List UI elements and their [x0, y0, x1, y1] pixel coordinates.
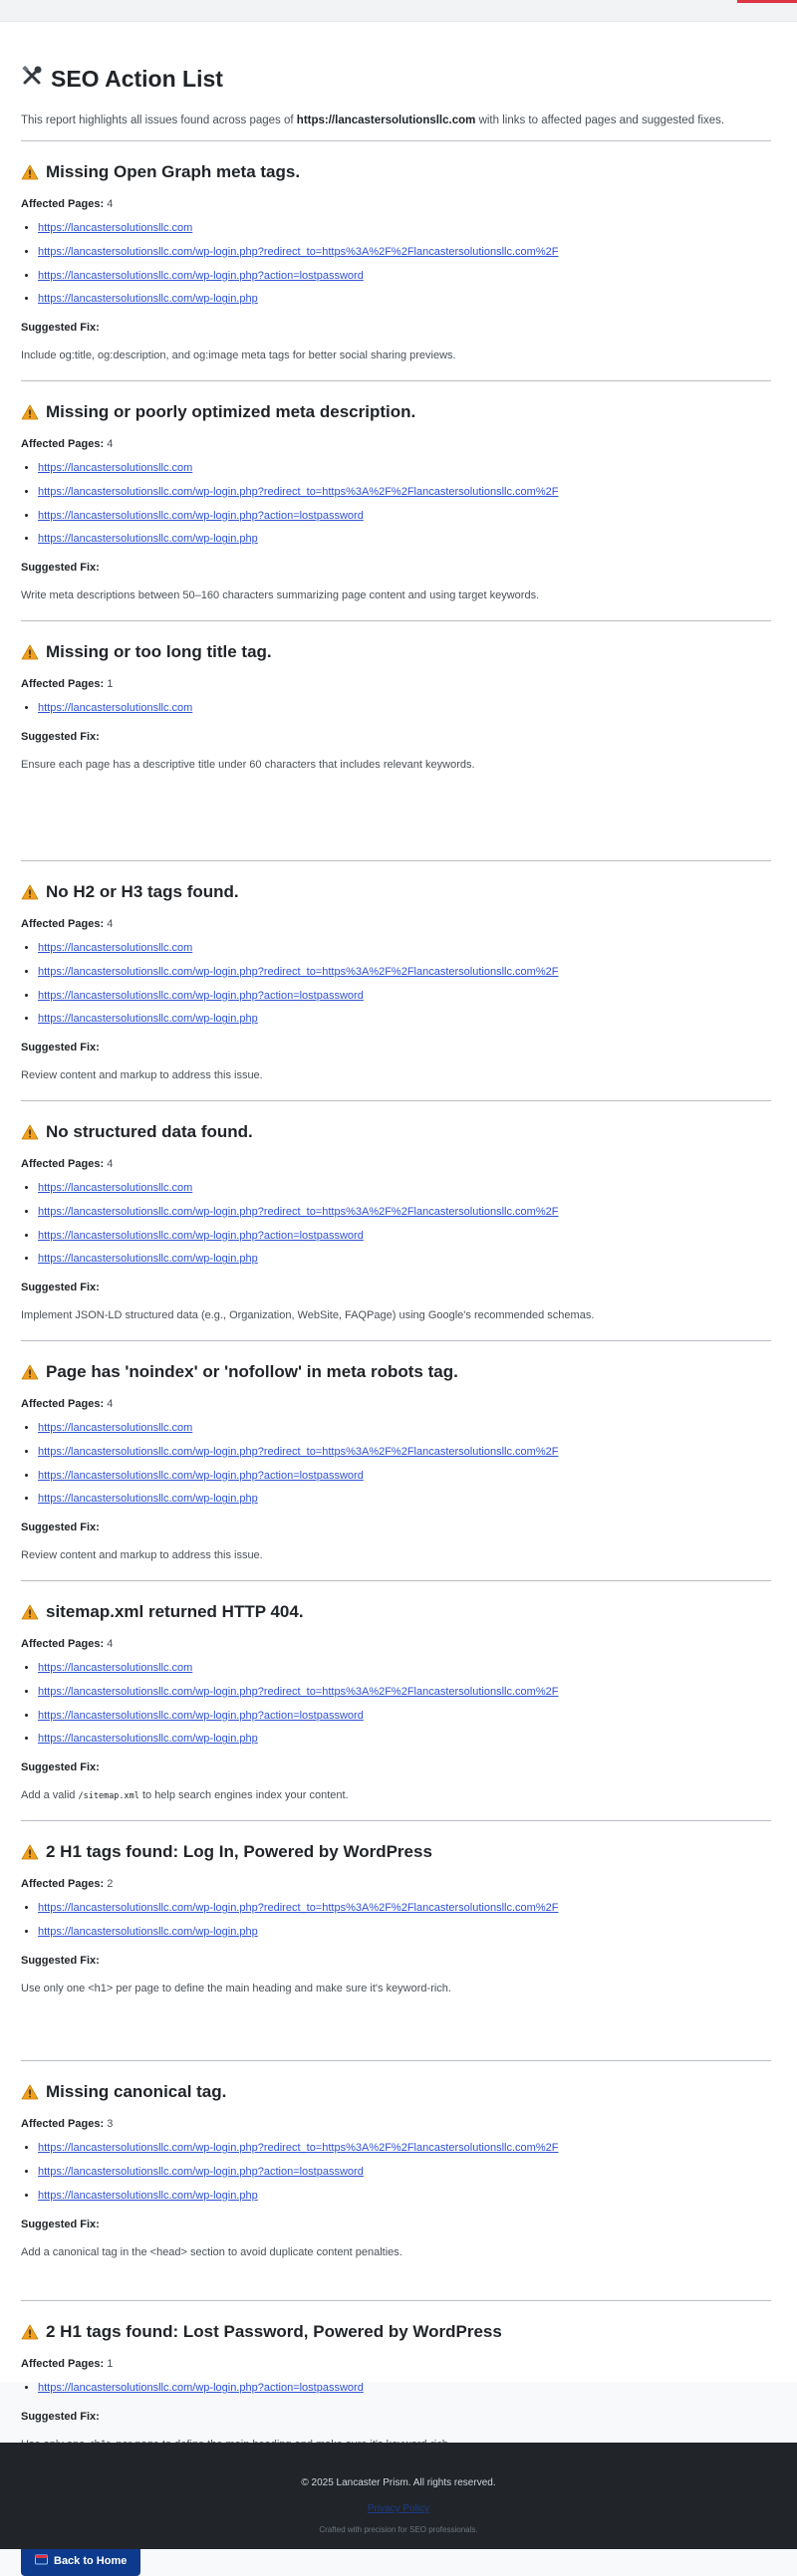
list-item: [38, 1445, 771, 1459]
list-item: [38, 532, 771, 546]
issue-section: [21, 620, 771, 860]
affected-page-link[interactable]: https://lancastersolutionsllc.com/wp-login.php?action=lostpassword: [38, 509, 364, 522]
warning-icon: [21, 1124, 39, 1140]
issue-title-text: Missing Open Graph meta tags.: [46, 162, 301, 181]
list-item: [38, 965, 771, 979]
affected-page-link[interactable]: https://lancastersolutionsllc.com: [38, 1422, 193, 1434]
affected-page-link[interactable]: https://lancastersolutionsllc.com/wp-login.php: [38, 533, 258, 546]
list-item: [38, 1205, 771, 1219]
suggested-fix-label: Suggested Fix:: [21, 1761, 100, 1774]
affected-page-link[interactable]: https://lancastersolutionsllc.com/wp-login.php?redirect_to=https%3A%2F%2Flancastersolutionsllc.com%2F: [38, 1685, 559, 1698]
issue-section: [21, 860, 771, 1100]
suggested-fix-text: [21, 1548, 771, 1562]
issue-title: [21, 881, 771, 903]
suggested-fix-label: Suggested Fix:: [21, 2218, 100, 2230]
list-item: [38, 1709, 771, 1723]
footer-privacy-link[interactable]: Privacy Policy: [367, 2503, 430, 2514]
suggested-fix-label: Suggested Fix:: [21, 322, 100, 335]
navbar-accent: [737, 0, 797, 3]
issue-title: [21, 1121, 771, 1143]
fix-code: /sitemap.xml: [78, 1791, 139, 1802]
issue-title-text: No structured data found.: [46, 1122, 253, 1141]
affected-page-link[interactable]: https://lancastersolutionsllc.com: [38, 1182, 193, 1194]
list-item: [38, 1492, 771, 1506]
issue-section: [21, 1100, 771, 1340]
issue-title: [21, 1841, 771, 1863]
affected-page-link[interactable]: https://lancastersolutionsllc.com/wp-login.php: [38, 293, 258, 306]
affected-page-link[interactable]: https://lancastersolutionsllc.com/wp-login.php?action=lostpassword: [38, 1229, 364, 1242]
affected-pages-list: [21, 1901, 771, 1939]
suggested-fix-label: Suggested Fix:: [21, 562, 100, 575]
list-item: [38, 221, 771, 235]
warning-icon: [21, 404, 39, 420]
affected-pages-list: [21, 701, 771, 715]
issue-title-text: Missing or poorly optimized meta description.: [46, 402, 416, 421]
page-title-text: SEO Action List: [51, 66, 223, 92]
fix-text: Ensure each page has a descriptive title under 60 characters that includes relevant keywords.: [21, 759, 475, 771]
affected-pages-label: [21, 1157, 771, 1171]
affected-page-link[interactable]: https://lancastersolutionsllc.com/wp-login.php?redirect_to=https%3A%2F%2Flancastersolutionsllc.com%2F: [38, 2142, 559, 2154]
issue-title-text: Page has 'noindex' or 'nofollow' in meta robots tag.: [46, 1362, 458, 1381]
affected-label-text: Affected Pages:: [21, 678, 105, 690]
list-item: [38, 2141, 771, 2155]
fix-text-end: to help search engines index your content.: [138, 1789, 349, 1802]
list-item: [38, 1252, 771, 1266]
list-item: [38, 1229, 771, 1243]
affected-page-link[interactable]: https://lancastersolutionsllc.com/wp-login.php: [38, 1493, 258, 1506]
list-item: [38, 1732, 771, 1746]
issue-title: [21, 1361, 771, 1383]
issue-title-text: sitemap.xml returned HTTP 404.: [46, 1602, 304, 1621]
affected-pages-list: [21, 2141, 771, 2203]
affected-pages-label: [21, 1637, 771, 1651]
affected-pages-label: [21, 2117, 771, 2131]
affected-count: 4: [107, 1398, 114, 1410]
affected-count: 4: [107, 1638, 114, 1650]
affected-pages-label: [21, 437, 771, 451]
fix-text: Add a canonical tag in the <head> section to avoid duplicate content penalties.: [21, 2245, 402, 2258]
list-item: [38, 1181, 771, 1195]
warning-icon: [21, 2324, 39, 2340]
suggested-fix-text: [21, 349, 771, 362]
affected-count: 1: [107, 2358, 114, 2370]
issue-title: [21, 1601, 771, 1623]
fix-text: Use only one <h1> per page to define the main heading and make sure it's keyword-rich.: [21, 1982, 451, 1994]
affected-page-link[interactable]: https://lancastersolutionsllc.com/wp-login.php?redirect_to=https%3A%2F%2Flancastersolutionsllc.com%2F: [38, 1902, 559, 1914]
warning-icon: [21, 1604, 39, 1620]
issue-section: [21, 1820, 771, 2060]
warning-icon: [21, 644, 39, 660]
issue-section: [21, 2060, 771, 2300]
list-item: [38, 989, 771, 1003]
issue-title-text: No H2 or H3 tags found.: [46, 882, 239, 901]
issue-title: [21, 641, 771, 663]
affected-page-link[interactable]: https://lancastersolutionsllc.com/wp-login.php: [38, 1013, 258, 1026]
back-to-home-button[interactable]: [21, 2545, 140, 2576]
affected-page-link[interactable]: https://lancastersolutionsllc.com/wp-login.php?redirect_to=https%3A%2F%2Flancastersolutionsllc.com%2F: [38, 485, 559, 498]
affected-page-link[interactable]: https://lancastersolutionsllc.com/wp-login.php: [38, 1253, 258, 1266]
fix-text: Add a valid: [21, 1789, 79, 1802]
tools-icon: [21, 64, 43, 94]
affected-page-link[interactable]: https://lancastersolutionsllc.com/wp-login.php?redirect_to=https%3A%2F%2Flancastersolutionsllc.com%2F: [38, 1205, 559, 1218]
fix-text: Review content and markup to address this issue.: [21, 1069, 263, 1082]
affected-label-text: Affected Pages:: [21, 2118, 105, 2130]
affected-pages-list: [21, 2381, 771, 2395]
warning-icon: [21, 884, 39, 900]
warning-icon: [21, 164, 39, 180]
affected-page-link[interactable]: https://lancastersolutionsllc.com/wp-login.php?action=lostpassword: [38, 269, 364, 282]
suggested-fix-text: [21, 1788, 771, 1803]
affected-page-link[interactable]: https://lancastersolutionsllc.com: [38, 1662, 193, 1674]
issue-section: [21, 380, 771, 620]
issue-title-text: Missing or too long title tag.: [46, 642, 272, 661]
list-item: [38, 1012, 771, 1026]
affected-page-link[interactable]: https://lancastersolutionsllc.com/wp-login.php?redirect_to=https%3A%2F%2Flancastersolutionsllc.com%2F: [38, 965, 559, 978]
report-intro: [21, 113, 771, 128]
affected-pages-list: [21, 461, 771, 546]
affected-label-text: Affected Pages:: [21, 438, 105, 450]
suggested-fix-label: Suggested Fix:: [21, 1954, 100, 1967]
affected-count: 4: [107, 1158, 114, 1170]
fix-text: Implement JSON-LD structured data (e.g., Organization, WebSite, FAQPage) using Google's recommended schemas.: [21, 1309, 595, 1322]
intro-suffix: with links to affected pages and suggested fixes.: [475, 115, 725, 126]
affected-page-link[interactable]: https://lancastersolutionsllc.com/wp-login.php?action=lostpassword: [38, 2165, 364, 2178]
issue-section: [21, 1580, 771, 1820]
issue-section: [21, 1340, 771, 1580]
affected-pages-label: [21, 197, 771, 211]
affected-pages-list: [21, 1661, 771, 1746]
home-icon: [35, 2554, 48, 2568]
suggested-fix-label: Suggested Fix:: [21, 1522, 100, 1534]
list-item: [38, 1901, 771, 1915]
affected-pages-label: [21, 1877, 771, 1891]
affected-label-text: Affected Pages:: [21, 918, 105, 930]
affected-count: 2: [107, 1878, 114, 1890]
issue-title-text: Missing canonical tag.: [46, 2082, 227, 2101]
affected-label-text: Affected Pages:: [21, 198, 105, 210]
affected-page-link[interactable]: https://lancastersolutionsllc.com/wp-login.php?action=lostpassword: [38, 2382, 364, 2394]
list-item: [38, 269, 771, 283]
back-to-home-label: Back to Home: [54, 2554, 128, 2567]
warning-icon: [21, 2084, 39, 2100]
warning-icon: [21, 1844, 39, 1860]
list-item: [38, 2165, 771, 2179]
affected-count: 3: [107, 2118, 114, 2130]
suggested-fix-text: [21, 2245, 771, 2259]
footer-copyright: © 2025 Lancaster Prism. All rights reserved.: [301, 2477, 496, 2488]
site-footer: [0, 2443, 797, 2549]
affected-page-link[interactable]: https://lancastersolutionsllc.com: [38, 462, 193, 474]
suggested-fix-label: Suggested Fix:: [21, 1282, 100, 1294]
issue-title: [21, 401, 771, 423]
suggested-fix-text: [21, 588, 771, 602]
affected-count: 4: [107, 198, 114, 210]
affected-label-text: Affected Pages:: [21, 1878, 105, 1890]
affected-page-link[interactable]: https://lancastersolutionsllc.com: [38, 702, 193, 714]
affected-count: 4: [107, 918, 114, 930]
list-item: [38, 1661, 771, 1675]
affected-pages-list: [21, 221, 771, 306]
affected-page-link[interactable]: https://lancastersolutionsllc.com/wp-login.php: [38, 2189, 258, 2202]
affected-page-link[interactable]: https://lancastersolutionsllc.com: [38, 222, 193, 234]
list-item: [38, 1469, 771, 1483]
list-item: [38, 2189, 771, 2203]
fix-text: Include og:title, og:description, and og:image meta tags for better social sharing previews.: [21, 350, 456, 362]
warning-icon: [21, 1364, 39, 1380]
suggested-fix-text: [21, 758, 771, 772]
list-item: [38, 1685, 771, 1699]
list-item: [38, 701, 771, 715]
affected-page-link[interactable]: https://lancastersolutionsllc.com/wp-login.php?redirect_to=https%3A%2F%2Flancastersolutionsllc.com%2F: [38, 1445, 559, 1458]
affected-label-text: Affected Pages:: [21, 1638, 105, 1650]
issues-list: [21, 140, 771, 2540]
intro-prefix: This report highlights all issues found across pages of: [21, 115, 297, 126]
affected-pages-list: [21, 941, 771, 1026]
affected-pages-label: [21, 1397, 771, 1411]
suggested-fix-label: Suggested Fix:: [21, 2411, 100, 2423]
suggested-fix-label: Suggested Fix:: [21, 731, 100, 743]
intro-site: https://lancastersolutionsllc.com: [296, 115, 476, 126]
affected-label-text: Affected Pages:: [21, 2358, 105, 2370]
fix-text: Review content and markup to address this issue.: [21, 1549, 263, 1562]
affected-page-link[interactable]: https://lancastersolutionsllc.com/wp-login.php?redirect_to=https%3A%2F%2Flancastersolutionsllc.com%2F: [38, 245, 559, 258]
list-item: [38, 245, 771, 259]
suggested-fix-text: [21, 1068, 771, 1082]
affected-page-link[interactable]: https://lancastersolutionsllc.com/wp-login.php?action=lostpassword: [38, 989, 364, 1002]
list-item: [38, 509, 771, 523]
affected-page-link[interactable]: https://lancastersolutionsllc.com/wp-login.php: [38, 1733, 258, 1746]
suggested-fix-text: [21, 1982, 771, 1995]
issue-title: [21, 2081, 771, 2103]
affected-label-text: Affected Pages:: [21, 1158, 105, 1170]
suggested-fix-text: [21, 1308, 771, 1322]
affected-pages-label: [21, 677, 771, 691]
affected-page-link[interactable]: https://lancastersolutionsllc.com: [38, 942, 193, 954]
issue-section: [21, 140, 771, 380]
issue-title: [21, 2321, 771, 2343]
page-title: [21, 64, 771, 94]
list-item: [38, 292, 771, 306]
affected-page-link[interactable]: https://lancastersolutionsllc.com/wp-login.php?action=lostpassword: [38, 1709, 364, 1722]
list-item: [38, 2381, 771, 2395]
suggested-fix-label: Suggested Fix:: [21, 1042, 100, 1054]
affected-count: 4: [107, 438, 114, 450]
affected-page-link[interactable]: https://lancastersolutionsllc.com/wp-login.php?action=lostpassword: [38, 1469, 364, 1482]
list-item: [38, 461, 771, 475]
list-item: [38, 941, 771, 955]
affected-pages-label: [21, 2357, 771, 2371]
issue-title-text: 2 H1 tags found: Lost Password, Powered by WordPress: [46, 2322, 502, 2341]
list-item: [38, 485, 771, 499]
list-item: [38, 1421, 771, 1435]
affected-page-link[interactable]: https://lancastersolutionsllc.com/wp-login.php: [38, 1925, 258, 1938]
list-item: [38, 1925, 771, 1939]
affected-pages-label: [21, 917, 771, 931]
issue-title-text: 2 H1 tags found: Log In, Powered by WordPress: [46, 1842, 432, 1861]
affected-pages-list: [21, 1181, 771, 1266]
issue-title: [21, 161, 771, 183]
fix-text: Write meta descriptions between 50–160 characters summarizing page content and using target keywords.: [21, 589, 540, 602]
footer-tagline: Crafted with precision for SEO professionals.: [319, 2525, 478, 2534]
affected-count: 1: [107, 678, 114, 690]
affected-pages-list: [21, 1421, 771, 1506]
top-navbar: [0, 0, 797, 22]
report-content: [0, 22, 797, 2576]
affected-label-text: Affected Pages:: [21, 1398, 105, 1410]
